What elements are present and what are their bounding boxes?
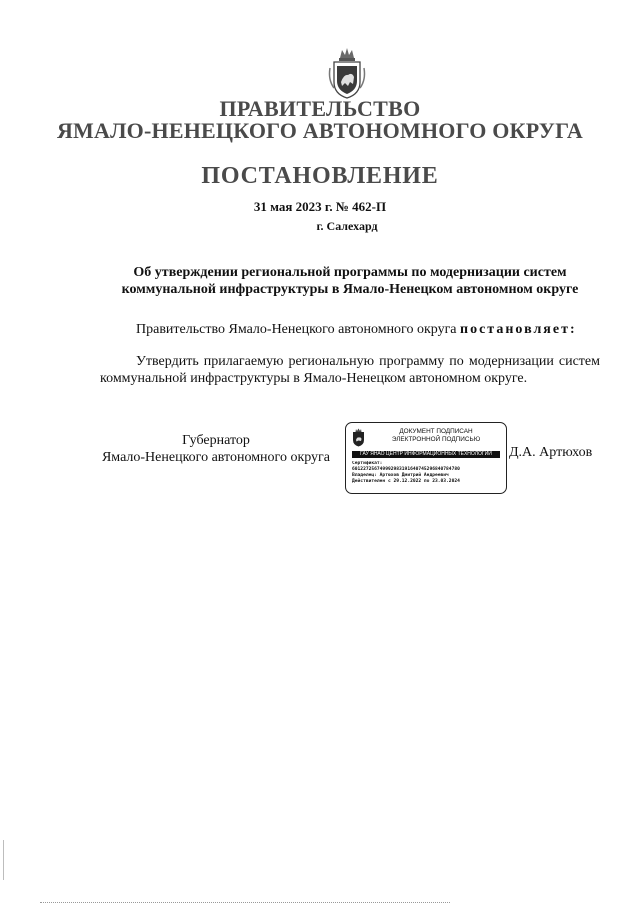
stamp-details (352, 461, 502, 485)
certificate-number: 601227256749992983191640745296840784780 (352, 467, 460, 472)
preamble-paragraph (100, 322, 600, 338)
city: г. Салехард (316, 219, 378, 233)
government-name-line2: ЯМАЛО-НЕНЕЦКОГО АВТОНОМНОГО ОКРУГА (56, 118, 584, 143)
resolution-paragraph: Утвердить прилагаемую региональную программу по модернизации систем коммунальной инфраструктуры в Ямало-Ненецком автономном округе. (100, 354, 600, 386)
certificate-owner: Владелец: Артюхов Дмитрий Андреевич (352, 473, 449, 478)
document-subject: Об утверждении региональной программы по модернизации систем коммунальной инфраструктуры в Ямало-Ненецком автономном округе (121, 265, 579, 297)
stamp-bar: ГАУ ЯНАО ЦЕНТР ИНФОРМАЦИОННЫХ ТЕХНОЛОГИЙ (352, 451, 500, 458)
bottom-scan-artifact (40, 902, 450, 903)
signatory-title (100, 432, 332, 466)
stamp-heading-line2: ЭЛЕКТРОННОЙ ПОДПИСЬЮ (391, 436, 481, 443)
coat-of-arms-icon (326, 44, 368, 100)
coat-of-arms-small-icon (351, 428, 366, 447)
page-edge-mark (3, 840, 4, 880)
signatory-name: Д.А. Артюхов (509, 445, 593, 460)
preamble-emphasis: постановляет: (460, 322, 577, 337)
government-name-line1: ПРАВИТЕЛЬСТВО (219, 96, 421, 121)
signatory-title-line2: Ямало-Ненецкого автономного округа (101, 450, 331, 465)
certificate-label: Сертификат: (352, 461, 383, 466)
preamble-text: Правительство Ямало-Ненецкого автономного округа (136, 322, 461, 337)
stamp-heading-line1: ДОКУМЕНТ ПОДПИСАН (399, 428, 473, 435)
certificate-validity: Действителен с 29.12.2022 по 23.03.2024 (352, 479, 460, 484)
date-and-number: 31 мая 2023 г. № 462-П (253, 199, 387, 214)
document-type-title: ПОСТАНОВЛЕНИЕ (201, 163, 439, 189)
electronic-signature-stamp (345, 422, 507, 494)
signatory-title-line1: Губернатор (182, 433, 250, 448)
